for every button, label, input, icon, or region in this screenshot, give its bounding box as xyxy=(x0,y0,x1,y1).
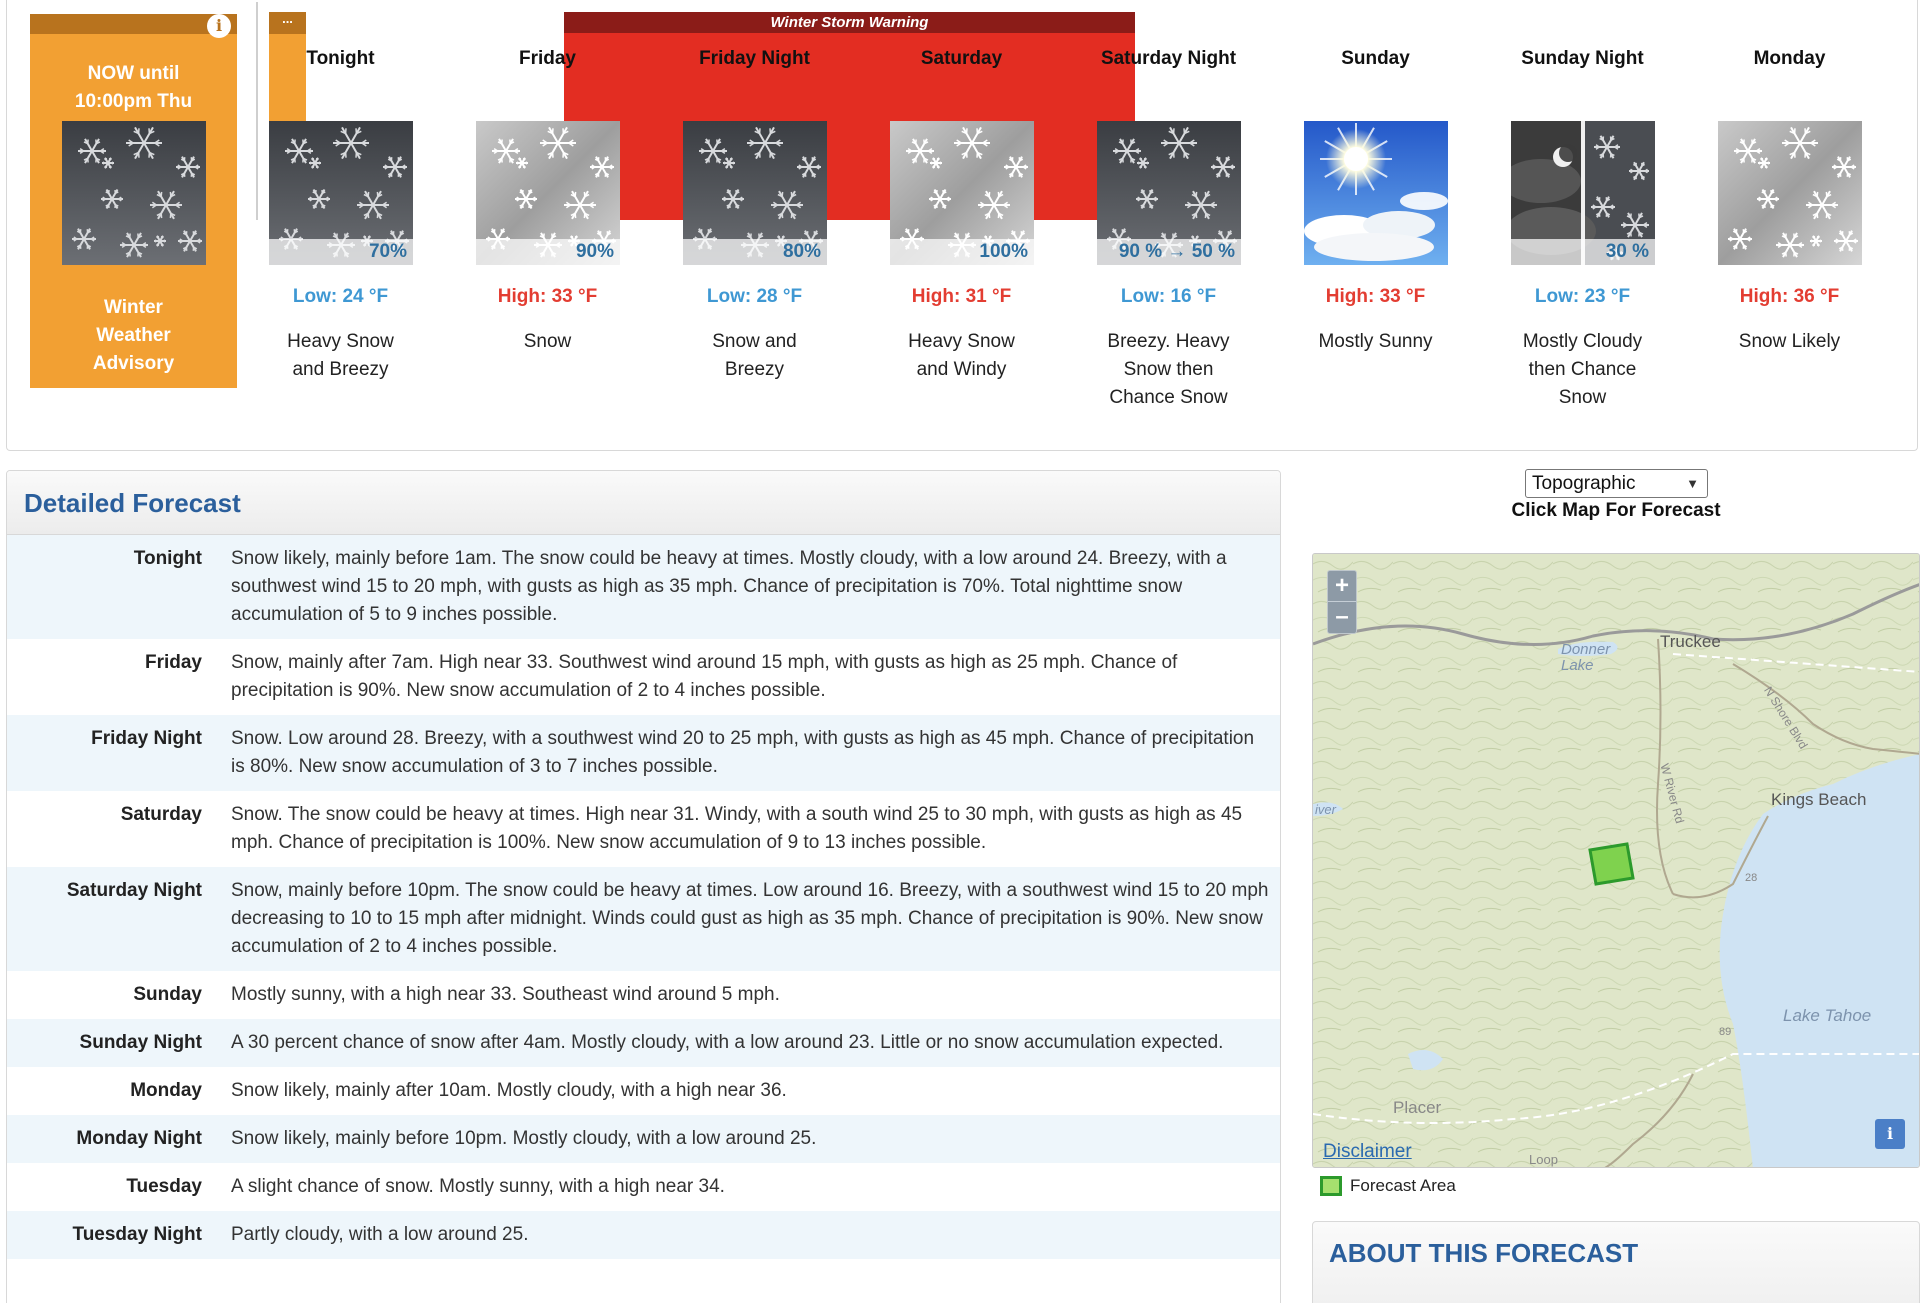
advisory-bar-label: ... xyxy=(269,12,306,34)
detailed-period-label: Saturday Night xyxy=(66,880,202,901)
detailed-period-label: Monday Night xyxy=(76,1128,202,1149)
seven-day-forecast-panel xyxy=(6,0,1918,451)
period-short-forecast: Snow and Breezy xyxy=(712,331,797,380)
precip-chance: 100% xyxy=(890,239,1034,265)
period-name: Friday Night xyxy=(699,48,810,69)
detailed-period-text: Snow likely, mainly after 10am. Mostly cloudy, with a high near 36. xyxy=(231,1080,787,1101)
mostly-sunny-icon[interactable] xyxy=(1304,121,1448,265)
now-advisory-box[interactable] xyxy=(30,14,237,388)
detailed-period-label: Sunday Night xyxy=(79,1032,202,1053)
precip-chance: 90% xyxy=(476,239,620,265)
snow-day-icon[interactable] xyxy=(1718,121,1862,265)
period-short-forecast: Snow xyxy=(523,331,572,352)
winter-weather-advisory-label[interactable]: Winter Weather Advisory xyxy=(92,297,175,374)
cloudy-then-snow-night-icon[interactable] xyxy=(1511,121,1655,265)
winter-storm-warning-label: Winter Storm Warning xyxy=(564,12,1135,33)
period-name: Saturday Night xyxy=(1100,48,1237,69)
map-place-truckee: Truckee xyxy=(1660,632,1721,651)
zoom-out-button[interactable]: – xyxy=(1335,603,1349,630)
period-temperature: Low: 16 °F xyxy=(1120,286,1217,307)
period-temperature: High: 31 °F xyxy=(911,286,1012,307)
detailed-period-text: Snow, mainly before 10pm. The snow could be heavy at times. Low around 16. Breezy, with a southwest wind 15 to 20 mph decreasing to 10 to 15 mph after midnight. Winds could gust as high as 35 mph. Chance of precipitation is 90%. New snow accumulation of 2 to 4 inches possible. xyxy=(231,880,1269,957)
period-name: Tonight xyxy=(306,48,375,69)
heavy-snow-night-icon[interactable] xyxy=(269,121,413,265)
now-divider xyxy=(256,2,258,220)
detailed-period-label: Friday Night xyxy=(91,728,202,749)
snow-night-icon[interactable] xyxy=(683,121,827,265)
detailed-forecast-row xyxy=(7,1211,1280,1259)
precip-chance: 90 % → 50 % xyxy=(1097,239,1241,265)
detailed-forecast-row xyxy=(7,639,1280,715)
forecast-map[interactable] xyxy=(1312,553,1920,1168)
period-name: Saturday xyxy=(920,48,1003,69)
detailed-period-label: Tuesday Night xyxy=(72,1224,202,1245)
about-forecast-panel xyxy=(1312,1221,1920,1303)
detailed-period-text: Snow likely, mainly before 1am. The snow could be heavy at times. Mostly cloudy, with a low around 24. Breezy, with a southwest wind 15 to 20 mph, with gusts as high as 35 mph. Chance of precipitation is 70%. Total nighttime snow accumulation of 5 to 9 inches possible. xyxy=(231,548,1227,625)
period-short-forecast: Breezy. Heavy Snow then Chance Snow xyxy=(1107,331,1230,408)
period-name: Sunday xyxy=(1341,48,1410,69)
detailed-forecast-row xyxy=(7,1019,1280,1067)
zoom-in-button[interactable]: + xyxy=(1328,571,1356,602)
topographic-map[interactable] xyxy=(1313,554,1920,1168)
map-road-river-rd: W River Rd xyxy=(1657,762,1687,825)
detailed-period-text: Snow, mainly after 7am. High near 33. Southwest wind around 15 mph, with gusts as high as 25 mph. Chance of precipitation is 90%. New snow accumulation of 2 to 4 inches possible. xyxy=(231,652,1178,701)
detailed-period-label: Monday xyxy=(130,1080,202,1101)
map-zoom-control xyxy=(1327,570,1357,634)
map-place-placer: Placer xyxy=(1393,1098,1442,1117)
period-temperature: Low: 28 °F xyxy=(706,286,803,307)
forecast-area-swatch xyxy=(1320,1176,1342,1196)
map-type-value: Topographic xyxy=(1532,473,1636,494)
detailed-period-label: Friday xyxy=(144,652,202,673)
precip-chance: 30 % xyxy=(1511,239,1655,265)
detailed-forecast-row xyxy=(7,1067,1280,1115)
chevron-down-icon: ▼ xyxy=(1686,476,1699,491)
map-route-28: 28 xyxy=(1745,872,1758,884)
snow-night-icon[interactable] xyxy=(1097,121,1241,265)
map-legend xyxy=(1320,1176,1456,1196)
forecast-area-label: Forecast Area xyxy=(1350,1176,1456,1195)
period-name: Friday xyxy=(518,48,577,69)
map-road-n-shore: N Shore Blvd xyxy=(1761,684,1811,752)
map-route-89: 89 xyxy=(1719,1026,1732,1038)
detailed-period-label: Saturday xyxy=(120,804,202,825)
period-short-forecast: Heavy Snow and Windy xyxy=(908,331,1015,380)
period-temperature: High: 33 °F xyxy=(1325,286,1426,307)
snow-day-icon[interactable] xyxy=(476,121,620,265)
detailed-forecast-row xyxy=(7,1163,1280,1211)
detailed-period-label: Sunday xyxy=(133,984,202,1005)
detailed-period-text: A 30 percent chance of snow after 4am. Mostly cloudy, with a low around 23. Little or no snow accumulation expected. xyxy=(231,1032,1224,1053)
period-temperature: Low: 24 °F xyxy=(292,286,389,307)
heavy-snow-night-icon xyxy=(62,121,206,265)
detailed-forecast-panel xyxy=(6,470,1281,1303)
about-forecast-title: ABOUT THIS FORECAST xyxy=(1329,1238,1639,1268)
detailed-period-text: Partly cloudy, with a low around 25. xyxy=(231,1224,529,1245)
detailed-forecast-row xyxy=(7,971,1280,1019)
map-info-icon[interactable]: i xyxy=(1875,1119,1905,1149)
disclaimer-link[interactable]: Disclaimer xyxy=(1323,1141,1412,1162)
detailed-forecast-row xyxy=(7,867,1280,971)
detailed-forecast-row xyxy=(7,715,1280,791)
detailed-period-text: Snow. Low around 28. Breezy, with a southwest wind 20 to 25 mph, with gusts as high as 45 mph. Chance of precipitation is 80%. New snow accumulation of 3 to 7 inches possible. xyxy=(231,728,1255,777)
advisory-strip xyxy=(30,14,237,34)
period-name: Monday xyxy=(1753,48,1826,69)
period-short-forecast: Heavy Snow and Breezy xyxy=(287,331,394,380)
map-place-donner-lake: Donner Lake xyxy=(1561,641,1611,674)
detailed-forecast-title: Detailed Forecast xyxy=(7,471,1280,535)
map-place-loop: Loop xyxy=(1529,1152,1558,1167)
now-until-label: NOW until 10:00pm Thu xyxy=(74,63,193,112)
detailed-period-text: A slight chance of snow. Mostly sunny, with a high near 34. xyxy=(231,1176,725,1197)
period-temperature: Low: 23 °F xyxy=(1534,286,1631,307)
info-icon[interactable]: i xyxy=(207,14,231,38)
detailed-period-label: Tuesday xyxy=(126,1176,202,1197)
period-short-forecast: Snow Likely xyxy=(1738,331,1841,352)
map-type-select[interactable] xyxy=(1525,469,1708,498)
detailed-forecast-list xyxy=(7,535,1280,1259)
detailed-period-text: Mostly sunny, with a high near 33. Southeast wind around 5 mph. xyxy=(231,984,780,1005)
detailed-forecast-row xyxy=(7,535,1280,639)
map-place-kings-beach: Kings Beach xyxy=(1771,790,1867,809)
precip-chance: 70% xyxy=(269,239,413,265)
map-place-river: iver xyxy=(1315,802,1336,817)
detailed-period-text: Snow. The snow could be heavy at times. High near 31. Windy, with a south wind 25 to 30 mph, with gusts as high as 45 mph. Chance of precipitation is 100%. New snow accumulation of 9 to 13 inches possible. xyxy=(231,804,1243,853)
period-temperature: High: 36 °F xyxy=(1739,286,1840,307)
winter-storm-warning-band[interactable] xyxy=(564,12,1135,220)
precip-chance: 80% xyxy=(683,239,827,265)
detailed-period-label: Tonight xyxy=(133,548,202,569)
click-map-label: Click Map For Forecast xyxy=(1511,500,1721,521)
period-short-forecast: Mostly Sunny xyxy=(1318,331,1433,352)
period-short-forecast: Mostly Cloudy then Chance Snow xyxy=(1522,331,1643,408)
detailed-forecast-row xyxy=(7,791,1280,867)
detailed-period-text: Snow likely, mainly before 10pm. Mostly cloudy, with a low around 25. xyxy=(231,1128,817,1149)
map-place-lake-tahoe: Lake Tahoe xyxy=(1783,1006,1872,1025)
period-temperature: High: 33 °F xyxy=(497,286,598,307)
period-name: Sunday Night xyxy=(1521,48,1644,69)
detailed-forecast-row xyxy=(7,1115,1280,1163)
heavy-snow-day-icon[interactable] xyxy=(890,121,1034,265)
